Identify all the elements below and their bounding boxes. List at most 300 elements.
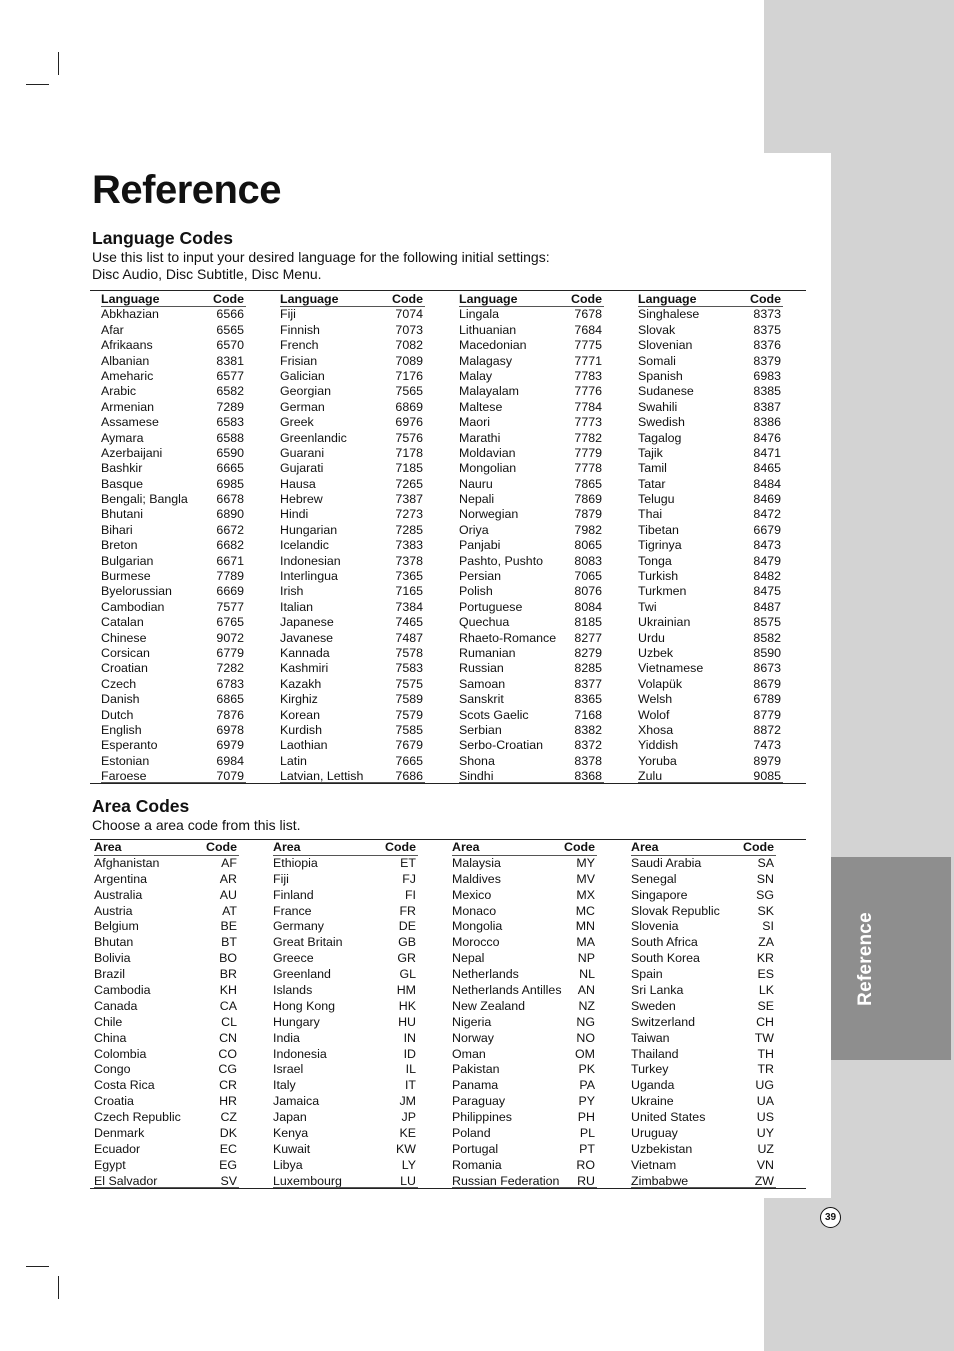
language-name: Czech [101, 676, 137, 691]
area-name: Maldives [452, 871, 501, 886]
language-code: 6865 [216, 692, 244, 707]
area-name: Japan [273, 1110, 307, 1125]
table-row [631, 919, 776, 935]
table-row [631, 1094, 776, 1110]
language-name: Frisian [280, 353, 318, 368]
area-name: Ecuador [94, 1141, 141, 1156]
language-name: Guarani [280, 445, 325, 460]
table-row [273, 1110, 418, 1126]
language-code: 6671 [216, 553, 244, 568]
area-name: South Africa [631, 935, 698, 950]
language-name: Lithuanian [459, 322, 517, 337]
language-name: Welsh [638, 692, 673, 707]
area-name: Greenland [273, 967, 331, 982]
area-name: Zimbabwe [631, 1173, 689, 1188]
table-row [452, 935, 597, 951]
language-name: Kirghiz [280, 692, 318, 707]
table-row [94, 1158, 239, 1174]
language-name: French [280, 338, 319, 353]
table-row [638, 569, 783, 584]
table-row [273, 1015, 418, 1031]
language-name: Spanish [638, 368, 683, 383]
language-code: 6783 [216, 676, 244, 691]
table-row [452, 872, 597, 888]
table-row [631, 1142, 776, 1158]
language-code: 6669 [216, 584, 244, 599]
language-code: 7165 [395, 584, 423, 599]
table-row [638, 431, 783, 446]
table-row [452, 1094, 597, 1110]
language-name: Bulgarian [101, 553, 154, 568]
area-name: Portugal [452, 1141, 499, 1156]
table-row [452, 904, 597, 920]
language-name: Faroese [101, 769, 147, 784]
table-row [280, 431, 425, 446]
area-name: Taiwan [631, 1030, 670, 1045]
area-code: TR [757, 1062, 774, 1077]
area-code: NO [576, 1030, 595, 1045]
language-code: 8872 [753, 722, 781, 737]
table-row [638, 646, 783, 661]
table-row [101, 600, 246, 615]
language-name: Latin [280, 753, 307, 768]
area-code: CR [219, 1078, 237, 1093]
language-code: 7678 [574, 307, 602, 322]
table-row [273, 1126, 418, 1142]
area-code: IL [405, 1062, 416, 1077]
language-code-header: Code [392, 292, 423, 306]
area-name: El Salvador [94, 1173, 158, 1188]
language-name: Korean [280, 707, 320, 722]
area-code: DE [398, 919, 416, 934]
table-row [452, 967, 597, 983]
area-name: Canada [94, 998, 138, 1013]
area-code: PL [579, 1126, 595, 1141]
area-code: HK [398, 998, 416, 1013]
table-row [101, 661, 246, 676]
language-code: 6979 [216, 738, 244, 753]
area-name: Morocco [452, 935, 500, 950]
table-row [94, 1126, 239, 1142]
language-name: Greek [280, 415, 314, 430]
language-name: Fiji [280, 307, 296, 322]
table-row [631, 1158, 776, 1174]
table-row [638, 738, 783, 753]
table-row [638, 354, 783, 369]
language-column-header [638, 292, 783, 307]
table-row [452, 983, 597, 999]
language-code-header: Code [571, 292, 602, 306]
table-row [101, 538, 246, 553]
area-column-header [452, 840, 597, 856]
area-code: CL [221, 1014, 237, 1029]
language-code: 7784 [574, 399, 602, 414]
language-code: 7789 [216, 569, 244, 584]
area-column [452, 840, 597, 1188]
language-name: Croatian [101, 661, 148, 676]
table-row [101, 492, 246, 507]
area-code-header: Code [385, 840, 416, 854]
table-row [280, 369, 425, 384]
language-code: 7285 [395, 522, 423, 537]
table-row [452, 1158, 597, 1174]
language-name: Zulu [638, 769, 663, 784]
language-name: Bihari [101, 522, 133, 537]
area-name: Mexico [452, 887, 492, 902]
language-name: Serbian [459, 722, 502, 737]
area-code: UG [755, 1078, 774, 1093]
table-row [452, 1142, 597, 1158]
language-name: Tagalog [638, 430, 682, 445]
table-row [94, 856, 239, 872]
language-column [459, 292, 604, 783]
table-row [101, 584, 246, 599]
area-code: MN [575, 919, 595, 934]
area-code: NL [579, 967, 595, 982]
table-row [94, 1031, 239, 1047]
language-code: 8471 [753, 445, 781, 460]
side-margin-top [764, 0, 954, 153]
area-name: Slovenia [631, 919, 679, 934]
area-name: Kuwait [273, 1141, 311, 1156]
table-row [273, 951, 418, 967]
area-name: Afghanistan [94, 855, 160, 870]
language-code: 7776 [574, 384, 602, 399]
language-name: Laothian [280, 738, 328, 753]
language-name: Hindi [280, 507, 309, 522]
table-row [94, 1015, 239, 1031]
table-row [638, 554, 783, 569]
area-code: CH [756, 1014, 774, 1029]
table-row [280, 661, 425, 676]
table-row [280, 477, 425, 492]
table-row [459, 307, 604, 322]
area-code: US [756, 1110, 774, 1125]
area-code: DK [219, 1126, 237, 1141]
area-name: Hong Kong [273, 998, 336, 1013]
area-name: Germany [273, 919, 324, 934]
language-name: Interlingua [280, 569, 338, 584]
area-name: Cambodia [94, 983, 151, 998]
area-name: Uzbekistan [631, 1141, 693, 1156]
language-name: Afrikaans [101, 338, 153, 353]
area-name-header: Area [94, 840, 122, 854]
language-code: 8065 [574, 538, 602, 553]
language-code: 8473 [753, 538, 781, 553]
table-row [280, 307, 425, 322]
language-code: 6565 [216, 322, 244, 337]
area-code: CN [219, 1030, 237, 1045]
table-row [459, 354, 604, 369]
area-name-header: Area [273, 840, 301, 854]
language-name: Kannada [280, 645, 330, 660]
table-row [273, 904, 418, 920]
table-row [459, 461, 604, 476]
table-row [94, 872, 239, 888]
table-row [638, 754, 783, 769]
table-row [280, 708, 425, 723]
table-row [638, 477, 783, 492]
table-row [452, 888, 597, 904]
area-name: Netherlands Antilles [452, 983, 562, 998]
language-code: 8365 [574, 692, 602, 707]
language-name: Sanskrit [459, 692, 504, 707]
language-name: Assamese [101, 415, 159, 430]
area-code: BR [219, 967, 237, 982]
language-name: Malayalam [459, 384, 519, 399]
language-name: Somali [638, 353, 676, 368]
language-name: English [101, 722, 142, 737]
language-name: Javanese [280, 630, 334, 645]
area-name-header: Area [452, 840, 480, 854]
language-name: Sindhi [459, 769, 494, 784]
area-name: Colombia [94, 1046, 147, 1061]
language-name: Pashto, Pushto [459, 553, 544, 568]
language-name: Macedonian [459, 338, 527, 353]
area-code: AU [219, 887, 237, 902]
area-name: United States [631, 1110, 706, 1125]
table-row [101, 615, 246, 630]
language-code: 8590 [753, 645, 781, 660]
language-code: 9085 [753, 769, 781, 784]
area-name: Saudi Arabia [631, 855, 702, 870]
area-code: MX [576, 887, 595, 902]
table-row [280, 600, 425, 615]
table-row [638, 769, 783, 784]
area-name: Paraguay [452, 1094, 506, 1109]
language-code: 7289 [216, 399, 244, 414]
table-row [638, 600, 783, 615]
language-name: Mongolian [459, 461, 517, 476]
area-name: Monaco [452, 903, 497, 918]
language-code: 6890 [216, 507, 244, 522]
language-code: 8487 [753, 599, 781, 614]
language-code: 6789 [753, 692, 781, 707]
area-code: MY [576, 855, 595, 870]
language-code: 8979 [753, 753, 781, 768]
table-row [94, 888, 239, 904]
table-row [631, 967, 776, 983]
table-row [459, 492, 604, 507]
table-row [273, 1047, 418, 1063]
table-row [638, 369, 783, 384]
area-code: NG [576, 1014, 595, 1029]
language-column-header [280, 292, 425, 307]
table-row [631, 1062, 776, 1078]
language-code: 6583 [216, 415, 244, 430]
table-row [101, 446, 246, 461]
table-row [631, 872, 776, 888]
language-code: 7589 [395, 692, 423, 707]
table-row [459, 569, 604, 584]
area-code: PH [577, 1110, 595, 1125]
language-name: Latvian, Lettish [280, 769, 364, 784]
language-name: Nauru [459, 476, 493, 491]
area-name: Costa Rica [94, 1078, 155, 1093]
language-name: Moldavian [459, 445, 516, 460]
language-name: Byelorussian [101, 584, 172, 599]
language-name: Tigrinya [638, 538, 682, 553]
language-name: Quechua [459, 615, 510, 630]
language-code: 7585 [395, 722, 423, 737]
language-name: Telugu [638, 492, 675, 507]
table-row [638, 338, 783, 353]
language-column [638, 292, 783, 783]
table-row [280, 723, 425, 738]
language-name: Tibetan [638, 522, 679, 537]
language-name: Danish [101, 692, 140, 707]
language-name: Bengali; Bangla [101, 492, 188, 507]
language-code: 8375 [753, 322, 781, 337]
table-row [280, 400, 425, 415]
language-code: 7487 [395, 630, 423, 645]
table-row [459, 477, 604, 492]
area-code: NZ [578, 998, 595, 1013]
table-row [280, 538, 425, 553]
table-row [101, 477, 246, 492]
area-name: Uganda [631, 1078, 675, 1093]
area-name: Australia [94, 887, 143, 902]
language-name: Swedish [638, 415, 685, 430]
table-row [452, 919, 597, 935]
table-row [459, 600, 604, 615]
language-name: Corsican [101, 645, 150, 660]
area-name: New Zealand [452, 998, 526, 1013]
language-name: Sudanese [638, 384, 694, 399]
language-code: 7665 [395, 753, 423, 768]
language-code-header: Code [750, 292, 781, 306]
language-name-header: Language [459, 292, 518, 306]
language-name: Maltese [459, 399, 503, 414]
area-name: Argentina [94, 871, 148, 886]
language-code: 8385 [753, 384, 781, 399]
area-name: Finland [273, 887, 314, 902]
language-column [101, 292, 246, 783]
language-code: 7465 [395, 615, 423, 630]
language-code: 7273 [395, 507, 423, 522]
table-row [631, 951, 776, 967]
area-code: IN [403, 1030, 416, 1045]
language-name: Breton [101, 538, 138, 553]
table-row [459, 738, 604, 753]
area-code: ET [400, 855, 416, 870]
language-code: 8472 [753, 507, 781, 522]
table-row [638, 323, 783, 338]
table-row [101, 354, 246, 369]
area-name: Croatia [94, 1094, 134, 1109]
language-name: Maori [459, 415, 490, 430]
table-row [638, 692, 783, 707]
area-code: GR [397, 951, 416, 966]
language-code: 6984 [216, 753, 244, 768]
table-row [638, 584, 783, 599]
language-code: 8373 [753, 307, 781, 322]
language-code: 6976 [395, 415, 423, 430]
table-row [101, 708, 246, 723]
table-row [94, 904, 239, 920]
language-name: Oriya [459, 522, 489, 537]
table-row [459, 646, 604, 661]
area-name: Brazil [94, 967, 125, 982]
language-code: 8582 [753, 630, 781, 645]
table-row [280, 354, 425, 369]
table-row [280, 338, 425, 353]
area-code: SN [756, 871, 774, 886]
area-code: PA [579, 1078, 595, 1093]
area-code: LU [400, 1173, 416, 1188]
language-name: Panjabi [459, 538, 501, 553]
language-code: 8185 [574, 615, 602, 630]
language-code: 6588 [216, 430, 244, 445]
page-title: Reference [92, 168, 281, 212]
table-row [273, 1078, 418, 1094]
language-code: 7778 [574, 461, 602, 476]
language-name: Afar [101, 322, 124, 337]
area-code: KH [219, 983, 237, 998]
table-row [459, 708, 604, 723]
language-name: Azerbaijani [101, 445, 163, 460]
area-name: Denmark [94, 1126, 145, 1141]
area-code: MV [576, 871, 595, 886]
table-row [459, 631, 604, 646]
table-row [101, 523, 246, 538]
table-row [273, 983, 418, 999]
language-code: 7684 [574, 322, 602, 337]
area-name: Indonesia [273, 1046, 327, 1061]
area-code: NP [577, 951, 595, 966]
area-name: Bolivia [94, 951, 131, 966]
table-row [101, 677, 246, 692]
table-row [459, 615, 604, 630]
language-name: German [280, 399, 325, 414]
area-code: PY [578, 1094, 595, 1109]
area-name: Norway [452, 1030, 494, 1045]
language-code: 7982 [574, 522, 602, 537]
language-name: Lingala [459, 307, 499, 322]
table-row [101, 461, 246, 476]
area-name: Oman [452, 1046, 486, 1061]
area-code: JM [399, 1094, 416, 1109]
area-name: Poland [452, 1126, 491, 1141]
language-name: Serbo-Croatian [459, 738, 544, 753]
language-name: Hungarian [280, 522, 338, 537]
area-name: Islands [273, 983, 313, 998]
table-row [101, 384, 246, 399]
area-codes-heading: Area Codes [92, 796, 190, 816]
area-name: Uruguay [631, 1126, 678, 1141]
language-code: 7282 [216, 661, 244, 676]
table-row [459, 692, 604, 707]
area-code: KE [399, 1126, 416, 1141]
language-name: Persian [459, 569, 502, 584]
table-row [94, 983, 239, 999]
table-row [280, 415, 425, 430]
area-name: France [273, 903, 312, 918]
table-row [94, 935, 239, 951]
language-code: 8679 [753, 676, 781, 691]
language-name: Ameharic [101, 368, 154, 383]
area-name: Russian Federation [452, 1173, 560, 1188]
area-code: OM [575, 1046, 595, 1061]
table-row [101, 369, 246, 384]
language-code: 7176 [395, 368, 423, 383]
language-code: 6985 [216, 476, 244, 491]
table-row [631, 983, 776, 999]
language-name: Shona [459, 753, 495, 768]
table-row [631, 856, 776, 872]
language-code: 8475 [753, 584, 781, 599]
area-code: ES [757, 967, 774, 982]
